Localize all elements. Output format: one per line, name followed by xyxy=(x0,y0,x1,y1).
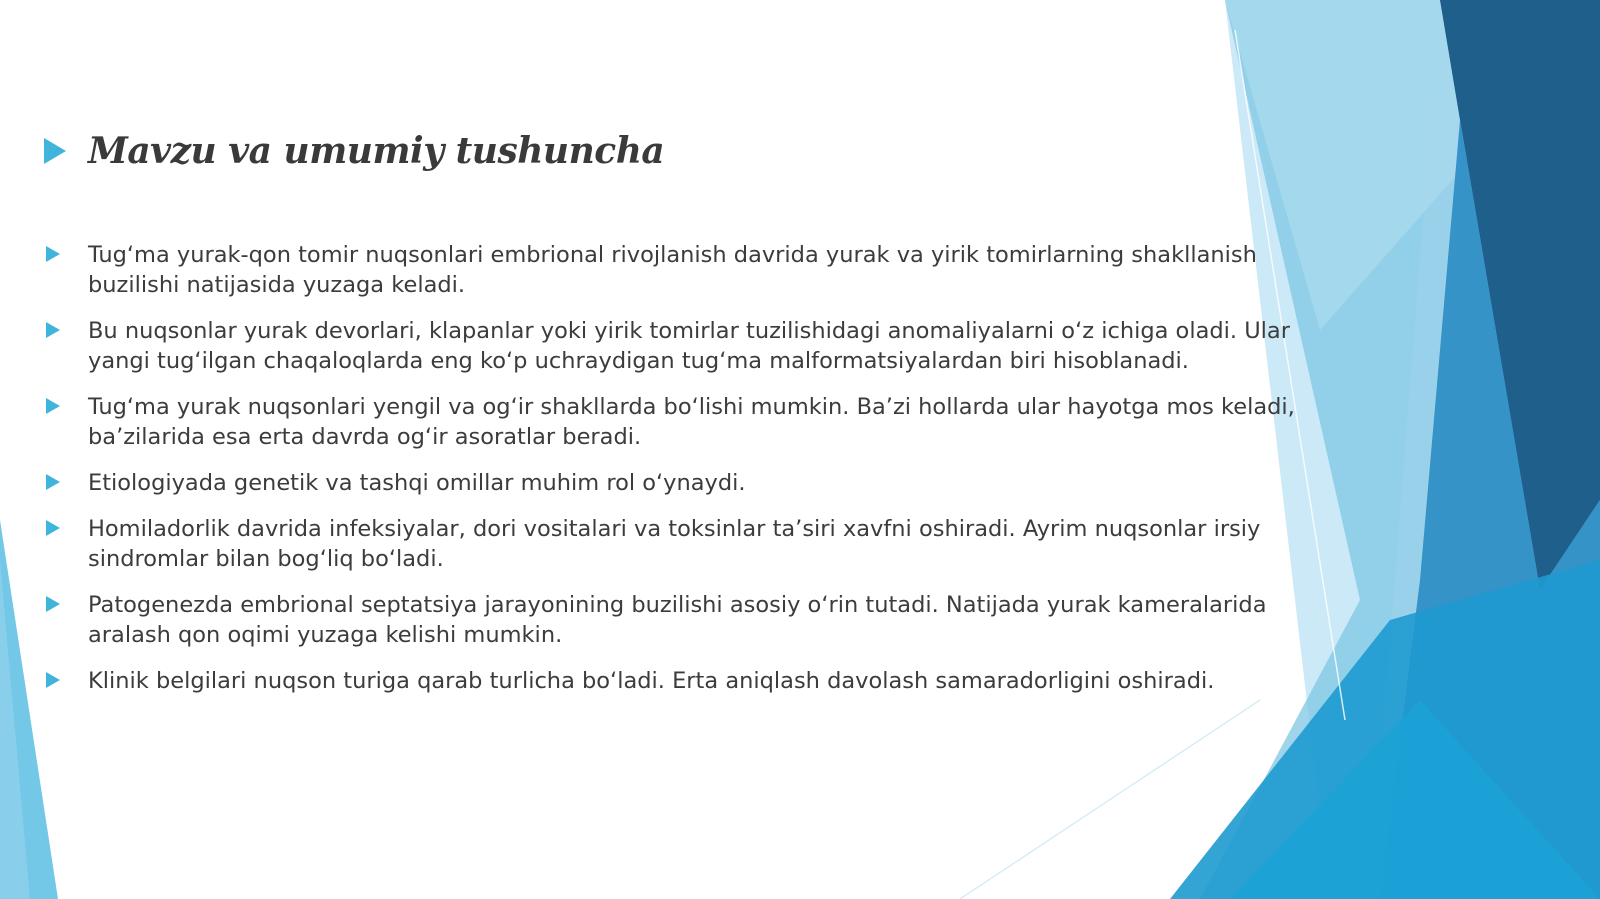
play-arrow-icon xyxy=(46,398,60,414)
list-item xyxy=(44,666,1344,696)
bullet-text: Klinik belgilari nuqson turiga qarab turlicha bo‘ladi. Erta aniqlash davolash samaradorligini oshiradi. xyxy=(88,668,1215,694)
play-arrow-icon xyxy=(44,138,66,164)
list-item xyxy=(44,240,1344,300)
play-arrow-icon xyxy=(46,520,60,536)
bullet-text: Bu nuqsonlar yurak devorlari, klapanlar yoki yirik tomirlar tuzilishidagi anomaliyalarni o‘z ichiga oladi. Ular yangi tug‘ilgan chaqaloqlarda eng ko‘p uchraydigan tug‘ma malformatsiyalardan biri hisoblanadi. xyxy=(88,318,1290,374)
bullet-text: Patogenezda embrional septatsiya jarayonining buzilishi asosiy o‘rin tutadi. Natijada yurak kameralarida aralash qon oqimi yuzaga kelishi mumkin. xyxy=(88,592,1267,648)
play-arrow-icon xyxy=(46,246,60,262)
list-item xyxy=(44,392,1344,452)
play-arrow-icon xyxy=(46,322,60,338)
bullet-list xyxy=(44,240,1344,712)
list-item xyxy=(44,316,1344,376)
play-arrow-icon xyxy=(46,672,60,688)
list-item xyxy=(44,468,1344,498)
play-arrow-icon xyxy=(46,474,60,490)
list-item xyxy=(44,514,1344,574)
bullet-text: Etiologiyada genetik va tashqi omillar muhim rol o‘ynaydi. xyxy=(88,470,746,496)
title-row xyxy=(44,130,664,172)
bullet-text: Tug‘ma yurak nuqsonlari yengil va og‘ir shakllarda bo‘lishi mumkin. Ba’zi hollarda ular hayotga mos keladi, ba’zilarida esa erta davrda og‘ir asoratlar beradi. xyxy=(88,394,1295,450)
bullet-text: Tug‘ma yurak-qon tomir nuqsonlari embrional rivojlanish davrida yurak va yirik tomirlarning shakllanish buzilishi natijasida yuzaga keladi. xyxy=(88,242,1257,298)
slide-title: Mavzu va umumiy tushuncha xyxy=(88,130,665,172)
bullet-text: Homiladorlik davrida infeksiyalar, dori vositalari va toksinlar ta’siri xavfni oshiradi. Ayrim nuqsonlar irsiy sindromlar bilan bog‘liq bo‘ladi. xyxy=(88,516,1261,572)
list-item xyxy=(44,590,1344,650)
play-arrow-icon xyxy=(46,596,60,612)
